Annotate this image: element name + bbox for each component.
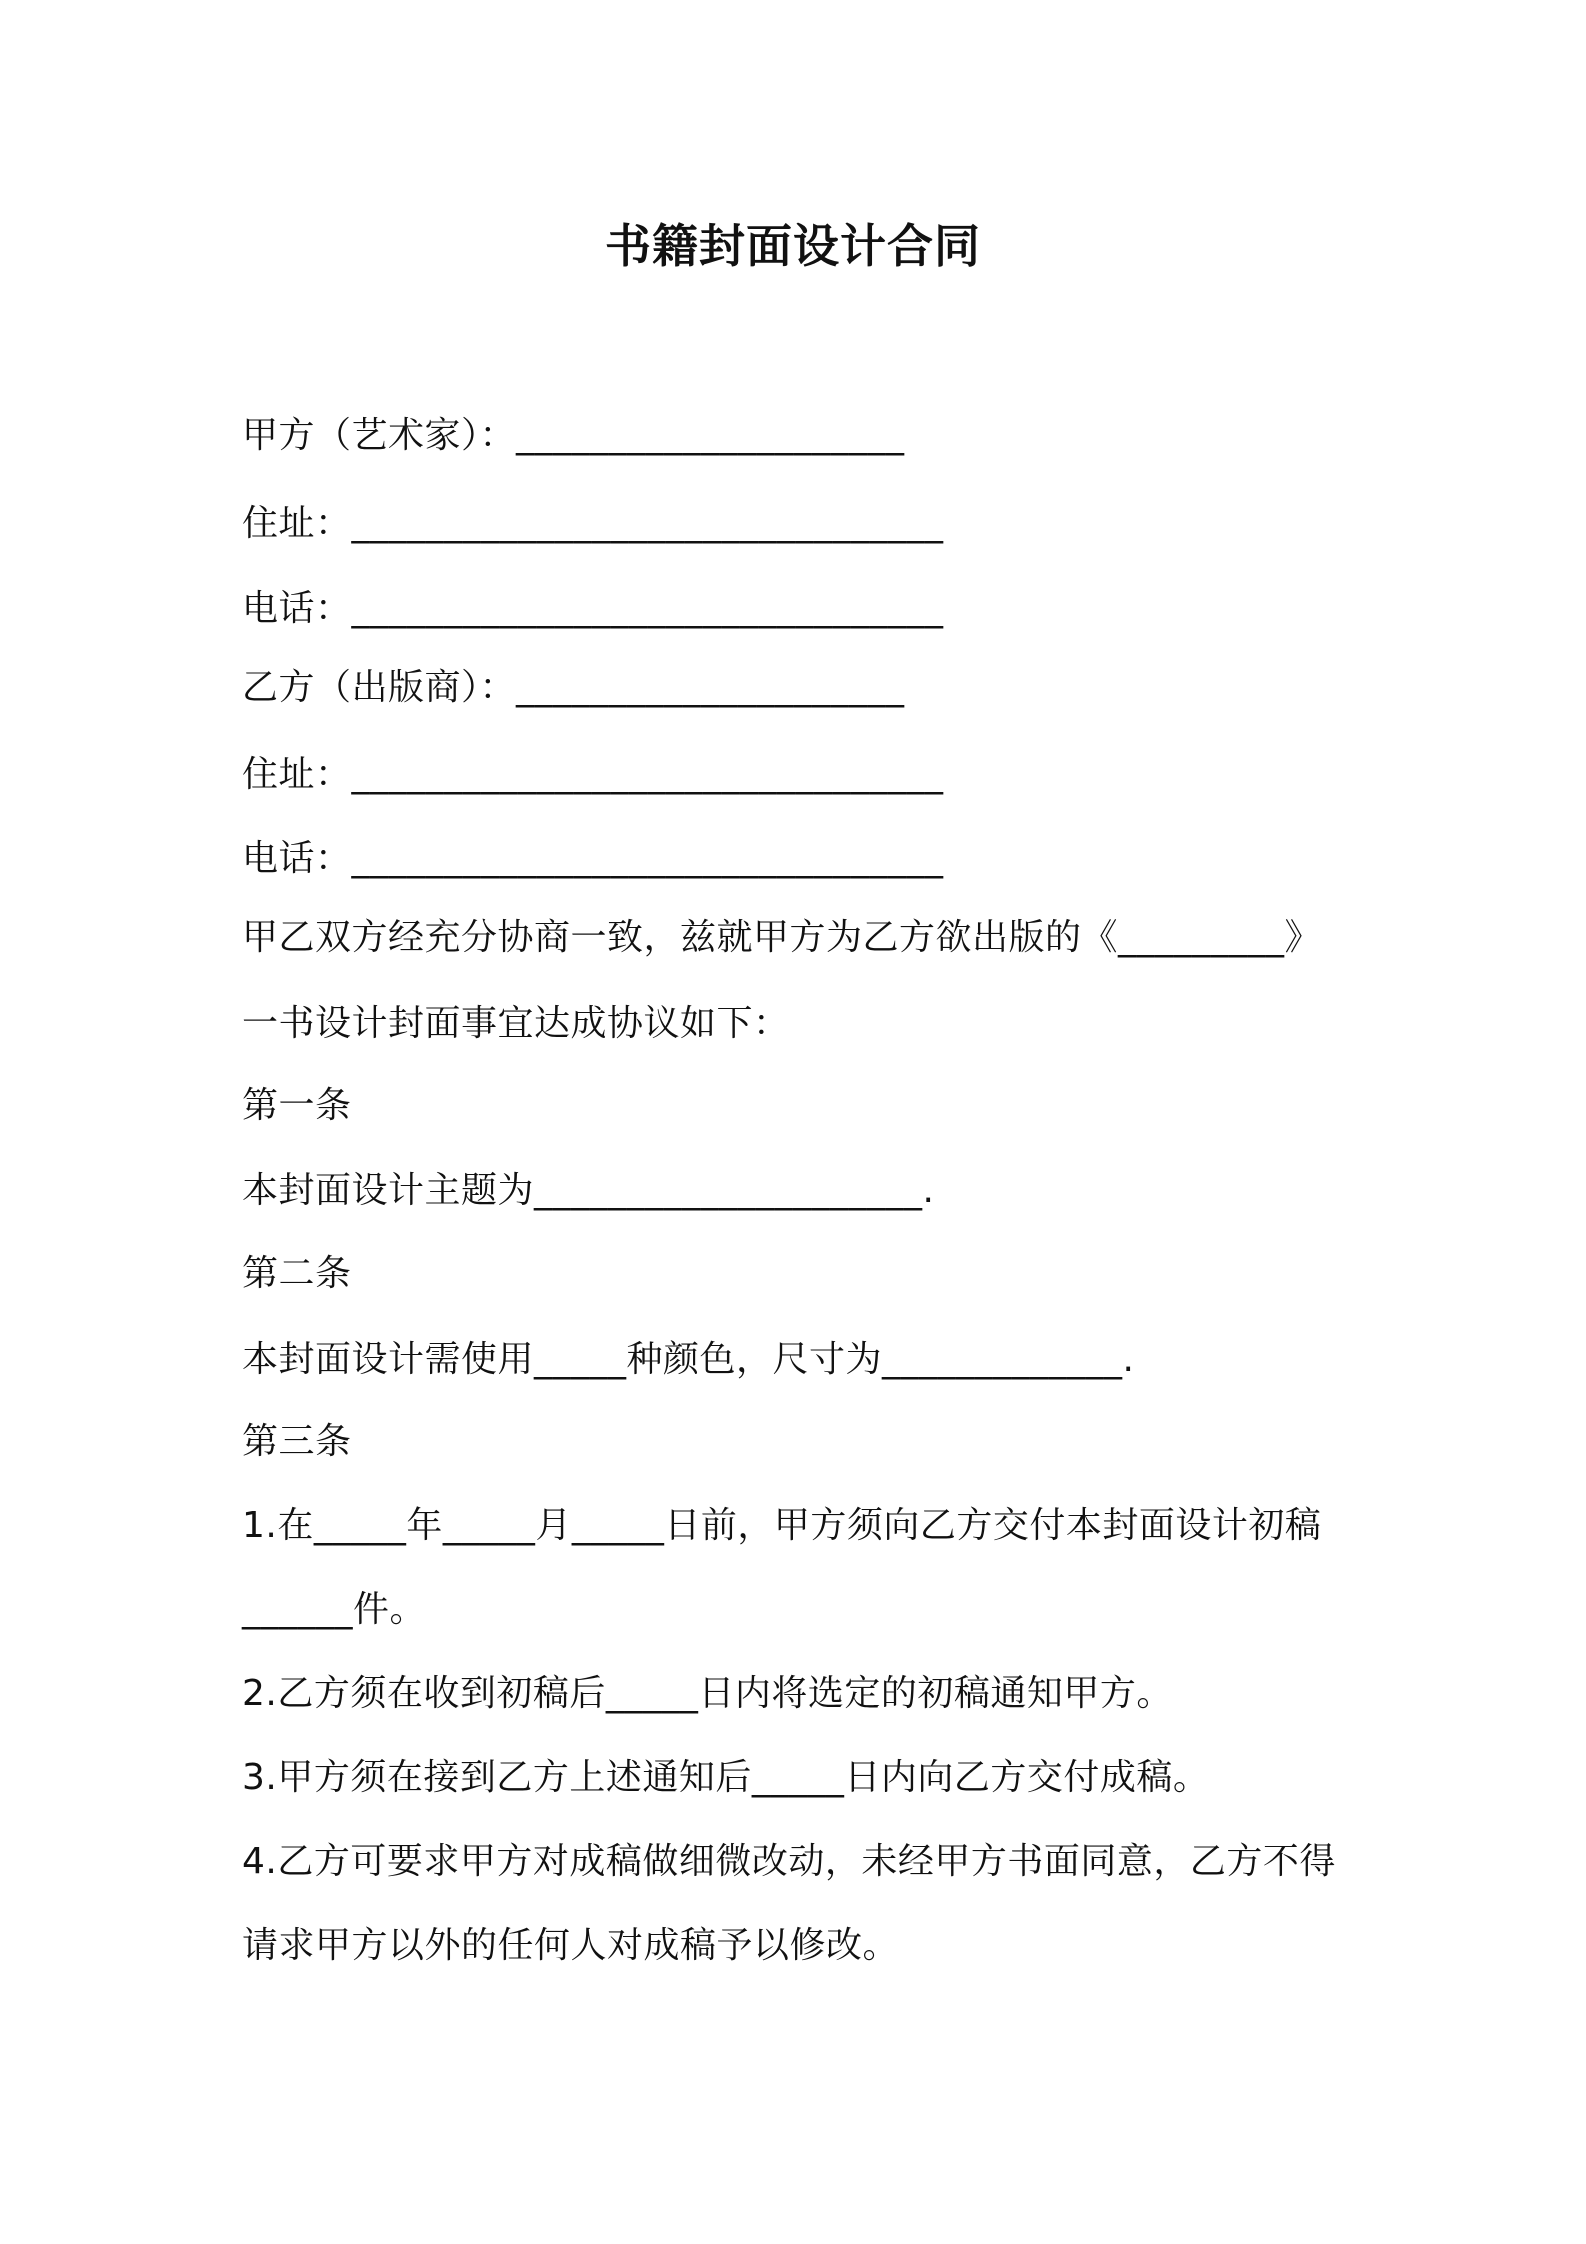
party-b-label: 乙方（出版商）：_____________________ [242,667,905,708]
clause-3: 3.甲方须在接到乙方上述通知后_____日内向乙方交付成稿。 [242,1757,1210,1798]
party-a-label: 甲方（艺术家）：_____________________ [242,415,905,456]
clause-2: 2.乙方须在收到初稿后_____日内将选定的初稿通知甲方。 [242,1673,1173,1714]
article-2-text: 本封面设计需使用_____种颜色，尺寸为_____________. [242,1339,1135,1380]
party-a-address: 住址：________________________________ [242,503,944,544]
party-b-phone: 电话：________________________________ [242,838,944,879]
article-2-heading: 第二条 [242,1253,352,1294]
party-b-address: 住址：________________________________ [242,754,944,795]
clause-4-line-2: 请求甲方以外的任何人对成稿予以修改。 [242,1925,900,1966]
intro-line-1: 甲乙双方经充分协商一致，兹就甲方为乙方欲出版的《_________》 [242,917,1322,958]
clause-1-line-2: ______件。 [242,1589,427,1630]
party-a-phone: 电话：________________________________ [242,588,944,629]
clause-4-line-1: 4.乙方可要求甲方对成稿做细微改动，未经甲方书面同意，乙方不得 [242,1841,1336,1882]
article-1-text: 本封面设计主题为_____________________. [242,1170,935,1211]
clause-1-line-1: 1.在_____年_____月_____日前，甲方须向乙方交付本封面设计初稿 [242,1505,1322,1546]
document-title: 书籍封面设计合同 [605,219,981,273]
intro-line-2: 一书设计封面事宜达成协议如下： [242,1003,790,1044]
article-3-heading: 第三条 [242,1421,352,1462]
article-1-heading: 第一条 [242,1085,352,1126]
